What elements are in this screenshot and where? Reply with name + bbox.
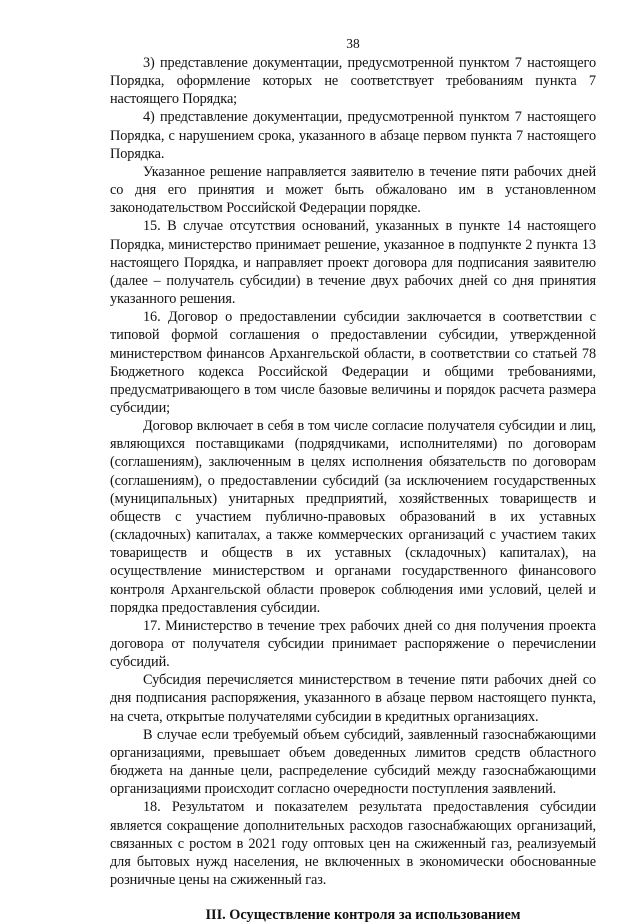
document-page [110, 36, 596, 924]
paragraph-decision-notice: Указанное решение направляется заявителю в течение пяти рабочих дней со дня его принятия и может быть обжаловано им в установленном законодательством Российской Федерации порядке. [110, 163, 596, 217]
paragraph-clause-17: 17. Министерство в течение трех рабочих дней со дня получения проекта договора от получателя субсидии принимает распоряжение о перечислении субсидий. [110, 617, 596, 671]
section-heading: III. Осуществление контроля за использованием [205, 907, 521, 924]
paragraph-item-3: 3) представление документации, предусмотренной пунктом 7 настоящего Порядка, оформление которых не соответствует требованиям пункта 7 настоящего Порядка; [110, 55, 596, 108]
paragraph-item-4: 4) представление документации, предусмотренной пунктом 7 настоящего Порядка, с нарушением срока, указанного в абзаце первом пункта 7 настоящего Порядка. [110, 109, 596, 162]
paragraph-contract-consent: Договор включает в себя в том числе согласие получателя субсидии и лиц, являющихся поставщиками (подрядчиками, исполнителями) по договорам (соглашениям), заключенным в целях исполнения обязательств по договорам (соглашениям), о предоставлении субсидий (за исключением государственных (муниципальных) унитарных предприятий, хозяйственных товариществ и обществ с участием публично-правовых образований в их уставных (складочных) капиталах, а также коммерческих организаций с участием таких товариществ и обществ в их уставных (складочных) капиталах), на осуществление министерством и органами государственного финансового контроля Архангельской области проверок соблюдения ими условий, целей и порядка предоставления субсидии. [110, 418, 596, 616]
paragraph-subsidy-distribution: В случае если требуемый объем субсидий, заявленный газоснабжающими организациями, превышает объем доведенных лимитов средств областного бюджета на данные цели, распределение субсидий между газоснабжающими организациями происходит согласно очередности поступления заявлений. [110, 726, 596, 798]
paragraph-clause-15: 15. В случае отсутствия оснований, указанных в пункте 14 настоящего Порядка, министерство принимает решение, указанное в подпункте 2 пункта 13 настоящего Порядка, и направляет проект договора для подписания заявителю (далее – получатель субсидии) в течение двух рабочих дней со дня принятия указанного решения. [110, 218, 596, 308]
page-number: 38 [346, 36, 360, 51]
paragraph-clause-16: 16. Договор о предоставлении субсидии заключается в соответствии с типовой формой соглашения о предоставлении субсидии, утвержденной министерством финансов Архангельской области, в соответствии со статьей 78 Бюджетного кодекса Российской Федерации и общими требованиями, предусматривающего в том числе базовые величины и порядок расчета размера субсидии; [110, 309, 596, 416]
paragraph-clause-18: 18. Результатом и показателем результата предоставления субсидии является сокращение дополнительных расходов газоснабжающих организаций, связанных с ростом в 2021 году оптовых цен на сжиженный газ, реализуемый для бытовых нужд населения, не включенных в экономически обоснованные розничные цены на сжиженный газ. [110, 799, 596, 889]
paragraph-subsidy-transfer: Субсидия перечисляется министерством в течение пяти рабочих дней со дня подписания распоряжения, указанного в абзаце первом настоящего пункта, на счета, открытые получателями субсидии в кредитных организациях. [110, 672, 596, 725]
